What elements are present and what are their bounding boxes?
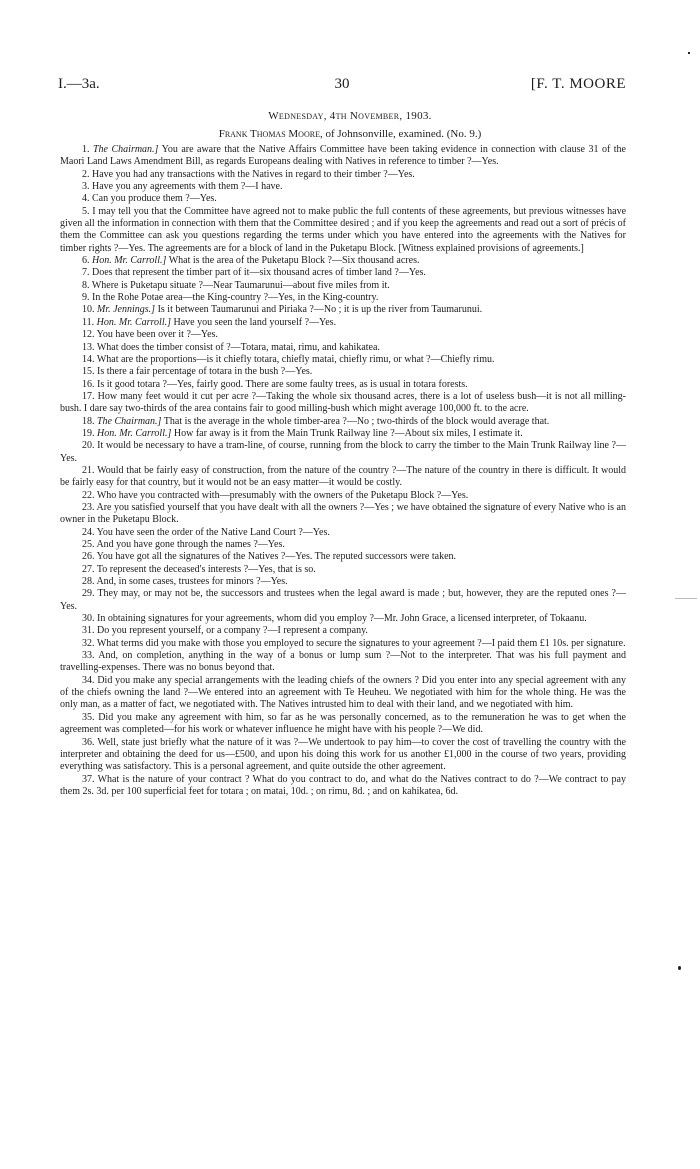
evidence-paragraph	[60, 440, 626, 465]
speaker-name: The Chairman.]	[93, 144, 159, 155]
question-answer-text: Did you make any special arrangements with the leading chiefs of the owners ? Did you enter into any special agreement with any of the chiefs owning the land ?—We entered into an agreement with Te Heuheu. We negotiated with him for the whole thing. He was the only man, as a matter of fact, we negotiated with. The Natives intrusted him to deal with their land, and we negotiated with him.	[60, 674, 626, 711]
question-number: 37.	[82, 773, 95, 785]
evidence-paragraph	[60, 193, 626, 205]
evidence-paragraph	[60, 206, 626, 255]
page-number: 30	[334, 76, 350, 92]
question-answer-text: Who have you contracted with—presumably with the owners of the Puketapu Block ?—Yes.	[96, 489, 469, 501]
question-answer-text: Have you seen the land yourself ?—Yes.	[173, 316, 337, 328]
question-number: 28.	[82, 576, 95, 588]
evidence-paragraph	[60, 354, 626, 366]
evidence-paragraph	[60, 428, 626, 440]
question-number: 23.	[82, 501, 95, 513]
question-answer-text: And you have gone through the names ?—Yes.	[96, 539, 285, 550]
question-number: 5.	[82, 205, 90, 217]
question-number: 2.	[82, 168, 90, 180]
question-number: 4.	[82, 193, 90, 205]
question-answer-text: Do you represent yourself, or a company ?—I represent a company.	[97, 625, 368, 637]
question-answer-text: Have you had any transactions with the Natives in regard to their timber ?—Yes.	[92, 168, 415, 180]
question-answer-text: How many feet would it cut per acre ?—Taking the whole six thousand acres, there is a lot of useless bush—it is not all milling-bush. I dare say two-thirds of the area contains fair to good milling-bush which might average 100,000 ft. to the acre.	[60, 390, 627, 415]
margin-dot-right-top	[688, 52, 690, 54]
question-number: 19.	[82, 427, 95, 439]
question-answer-text: What are the proportions—is it chiefly totara, chiefly matai, chiefly rimu, or what ?—Chiefly rimu.	[96, 353, 495, 365]
margin-rule-right	[675, 598, 697, 599]
question-answer-text: You have been over it ?—Yes.	[96, 329, 218, 341]
question-number: 13.	[82, 341, 95, 353]
parliamentary-paper-reference: I.—3a.	[58, 76, 100, 92]
evidence-paragraph	[60, 465, 626, 490]
question-answer-text: You have got all the signatures of the Natives ?—Yes. The reputed successors were taken.	[96, 551, 457, 563]
question-number: 24.	[82, 526, 95, 538]
question-number: 22.	[82, 489, 95, 501]
running-head-witness: [F. T. MOORE	[530, 76, 626, 92]
question-number: 34.	[82, 674, 95, 686]
speaker-name: The Chairman.]	[97, 415, 162, 427]
margin-dot-right	[678, 966, 681, 970]
question-number: 30.	[82, 613, 95, 625]
evidence-paragraph	[60, 712, 626, 737]
evidence-paragraph	[60, 280, 626, 292]
question-answer-text: I may tell you that the Committee have agreed not to make public the full contents of these agreements, but previous witnesses have given all the information in connection with them that the Committee desired ; and if you keep the agreements and read out a sort of précis of them the Committee can ask you questions regarding the terms under which you have entered into the agreements with the Natives for timber rights ?—Yes. The agreements are for a block of land in the Puketapu Block. [Witness explained provisions of agreements.]	[60, 205, 627, 254]
question-answer-text: Does that represent the timber part of it—six thousand acres of timber land ?—Yes.	[92, 267, 426, 279]
question-number: 27.	[82, 563, 95, 575]
question-answer-text: You are aware that the Native Affairs Committee have been taking evidence in connection with clause 31 of the Maori Land Laws Amendment Bill, as regards Europeans dealing with Natives in reference to timber ?—Yes.	[60, 144, 626, 168]
question-answer-text: How far away is it from the Main Trunk Railway line ?—About six miles, I estimate it.	[173, 427, 523, 439]
evidence-paragraph	[60, 342, 626, 354]
evidence-paragraph	[60, 527, 626, 539]
question-number: 20.	[82, 440, 95, 452]
question-number: 33.	[82, 650, 95, 662]
question-answer-text: Have you any agreements with them ?—I have.	[92, 181, 283, 193]
question-answer-text: What does the timber consist of ?—Totara, matai, rimu, and kahikatea.	[96, 341, 380, 353]
evidence-paragraph	[60, 638, 626, 650]
question-answer-text: Is it good totara ?—Yes, fairly good. There are some faulty trees, as is usual in totara forests.	[97, 378, 468, 390]
question-answer-text: Where is Puketapu situate ?—Near Taumarunui—about five miles from it.	[91, 279, 390, 291]
question-number: 7.	[82, 267, 90, 279]
evidence-paragraph	[60, 774, 626, 799]
question-number: 17.	[82, 390, 95, 402]
page-header	[58, 76, 626, 94]
evidence-paragraph	[60, 588, 626, 613]
question-answer-text: Can you produce them ?—Yes.	[92, 193, 217, 205]
evidence-paragraph	[60, 551, 626, 563]
speaker-name: Hon. Mr. Carroll.]	[96, 316, 172, 328]
question-number: 3.	[82, 181, 90, 193]
question-number: 32.	[82, 637, 95, 649]
question-answer-text: Would that be fairly easy of construction, from the nature of the country ?—The nature of the country in there is difficult. It would be fairly easy for that country, but it would not be an easy matter—it would be costly.	[60, 464, 626, 489]
evidence-paragraph	[60, 416, 626, 428]
evidence-paragraph	[60, 613, 626, 625]
question-answer-text: And, on completion, anything in the way of a bonus or lump sum ?—Not to the interpreter. That was his full payment and travelling-expenses. There was no bonus beyond that.	[60, 650, 626, 674]
question-number: 21.	[82, 464, 95, 476]
evidence-paragraph	[60, 564, 626, 576]
speaker-name: Hon. Mr. Carroll.]	[97, 427, 172, 439]
question-answer-text: What is the nature of your contract ? What do you contract to do, and what do the Natives contract to do ?—We contract to pay them 2s. 3d. per 100 superficial feet for totara ; on matai, 10d. ; on rimu, 8d. ; and on kahikatea, 6d.	[60, 773, 626, 797]
witness-details: , of Johnsonville, examined. (No. 9.)	[319, 128, 482, 140]
question-answer-text: Is it between Taumarunui and Piriaka ?—No ; it is up the river from Taumarunui.	[157, 304, 483, 316]
question-number: 26.	[82, 551, 95, 563]
question-number: 35.	[82, 711, 95, 723]
evidence-paragraph	[60, 625, 626, 637]
question-number: 8.	[82, 279, 90, 291]
question-answer-text: What is the area of the Puketapu Block ?—Six thousand acres.	[168, 255, 420, 267]
question-number: 25.	[82, 539, 95, 550]
question-number: 31.	[82, 625, 95, 637]
question-number: 10.	[82, 304, 95, 316]
evidence-paragraph	[60, 169, 626, 181]
evidence-paragraph	[60, 255, 626, 267]
question-number: 18.	[82, 415, 95, 427]
question-answer-text: That is the average in the whole timber-area ?—No ; two-thirds of the block would average that.	[163, 415, 550, 427]
question-answer-text: In obtaining signatures for your agreements, whom did you employ ?—Mr. John Grace, a licensed interpreter, of Tokaanu.	[97, 613, 587, 625]
evidence-paragraph	[60, 539, 626, 551]
witness-name: Frank Thomas Moore	[218, 128, 320, 140]
question-number: 14.	[82, 353, 95, 365]
evidence-paragraph	[60, 675, 626, 712]
question-answer-text: Are you satisfied yourself that you have dealt with all the owners ?—Yes ; we have obtained the signature of every Native who is an owner in the Puketapu Block.	[60, 501, 626, 526]
question-answer-text: Well, state just briefly what the nature of it was ?—We undertook to pay him—to cover the cost of travelling the country with the interpreter and obtaining the deed for us—£500, and upon his doing this work for us another £1,000 in the course of two years, providing everything was satisfactory. This is a personal agreement, and quite outside the other agreement.	[60, 736, 626, 773]
question-number: 29.	[82, 588, 95, 600]
evidence-paragraph	[60, 366, 626, 378]
speaker-name: Mr. Jennings.]	[97, 304, 156, 316]
evidence-paragraph	[60, 379, 626, 391]
question-answer-text: Is there a fair percentage of totara in the bush ?—Yes.	[97, 366, 313, 378]
question-number: 6.	[82, 255, 90, 267]
witness-line	[0, 128, 700, 140]
evidence-paragraph	[60, 576, 626, 588]
evidence-paragraph	[60, 181, 626, 193]
evidence-paragraph	[60, 317, 626, 329]
evidence-paragraph	[60, 144, 626, 169]
question-number: 15.	[82, 366, 95, 378]
question-number: 11.	[82, 316, 95, 328]
question-answer-text: To represent the deceased's interests ?—Yes, that is so.	[96, 563, 316, 575]
question-answer-text: Did you make any agreement with him, so far as he was personally concerned, as to the remuneration he was to get when the agreement was completed—for his work or whatever influence he might have with his people ?—We did.	[60, 711, 626, 736]
question-answer-text: What terms did you make with those you employed to secure the signatures to your agreement ?—I paid them £1 10s. per signature.	[96, 637, 626, 649]
evidence-paragraph	[60, 267, 626, 279]
evidence-paragraph	[60, 304, 626, 316]
evidence-paragraph	[60, 391, 626, 416]
sitting-date: Wednesday, 4th November, 1903.	[268, 110, 432, 122]
question-answer-text: You have seen the order of the Native Land Court ?—Yes.	[96, 526, 330, 538]
evidence-paragraph	[60, 502, 626, 527]
question-number: 36.	[82, 736, 95, 748]
evidence-paragraph	[60, 737, 626, 774]
question-answer-text: It would be necessary to have a tram-line, of course, running from the block to carry the timber to the Main Trunk Railway line ?—Yes.	[60, 440, 626, 464]
question-number: 16.	[82, 378, 95, 390]
question-answer-text: And, in some cases, trustees for minors ?—Yes.	[96, 576, 288, 588]
question-answer-text: They may, or may not be, the successors and trustees when the legal award is made ; but, however, they are the reputed ones ?—Yes.	[60, 588, 626, 612]
question-number: 1.	[82, 144, 90, 155]
question-answer-text: In the Rohe Potae area—the King-country ?—Yes, in the King-country.	[92, 292, 379, 304]
evidence-paragraph	[60, 292, 626, 304]
evidence-paragraph	[60, 650, 626, 675]
evidence-body	[60, 144, 626, 798]
speaker-name: Hon. Mr. Carroll.]	[92, 255, 167, 267]
evidence-paragraph	[60, 329, 626, 341]
question-number: 12.	[82, 329, 95, 341]
evidence-paragraph	[60, 490, 626, 502]
question-number: 9.	[82, 292, 90, 304]
